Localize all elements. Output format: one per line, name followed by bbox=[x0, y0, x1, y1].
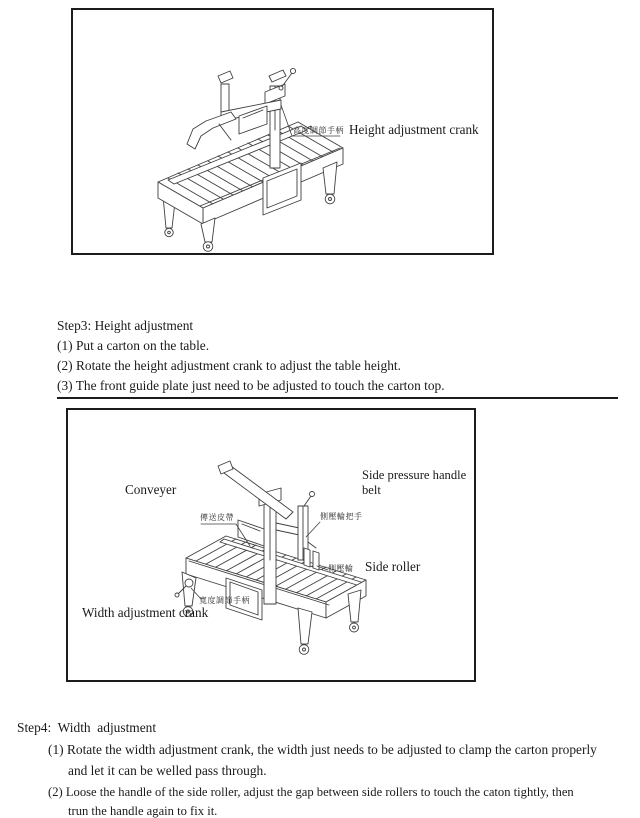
machine1-conveyor-bed bbox=[158, 122, 343, 224]
step3-item-1: (1) Put a carton on the table. bbox=[57, 338, 210, 353]
step3-item-3: (3) The front guide plate just need to be adjusted to touch the carton top. bbox=[57, 378, 445, 393]
step4-item-2-line-2: trun the handle again to fix it. bbox=[68, 804, 218, 818]
machine1-handle-lever bbox=[187, 112, 236, 149]
figure2-label-side-roller-zh: 側壓輪 bbox=[328, 564, 354, 573]
figure1-label-height-crank-zh: 高度調節手柄 bbox=[293, 126, 344, 135]
section-divider bbox=[57, 397, 618, 399]
step4-item-1-line-2: and let it can be welled pass through. bbox=[68, 763, 267, 778]
figure1-label-height-crank-en: Height adjustment crank bbox=[349, 122, 479, 137]
figure2-label-conveyer: Conveyer bbox=[125, 482, 177, 497]
step4-heading: Step4: Width adjustment bbox=[17, 720, 157, 735]
figure2-label-width-crank-zh: 寬度調節手柄 bbox=[199, 596, 250, 605]
figure2-label-belt-zh: 傳送皮帶 bbox=[200, 513, 234, 522]
figure2-frame bbox=[66, 408, 476, 682]
figure2-label-side-roller-en: Side roller bbox=[365, 559, 421, 574]
step4-item-1-line-1: (1) Rotate the width adjustment crank, the width just needs to be adjusted to clamp the carton properly bbox=[48, 742, 597, 757]
machine2-side-roller-2 bbox=[313, 551, 319, 570]
figure2-label-side-pressure-line2: belt bbox=[362, 483, 381, 497]
step4-item-2-line-1: (2) Loose the handle of the side roller, adjust the gap between side rollers to touch the caton tightly, then bbox=[48, 785, 574, 799]
machine2-side-roller-handle bbox=[304, 496, 311, 506]
step3-item-2: (2) Rotate the height adjustment crank to adjust the table height. bbox=[57, 358, 401, 373]
machine-illustration-width bbox=[68, 410, 474, 680]
machine2-handle-lever bbox=[218, 461, 293, 519]
step3-heading: Step3: Height adjustment bbox=[57, 318, 194, 333]
figure2-label-side-pressure-line1: Side pressure handle bbox=[362, 468, 467, 482]
figure2-label-side-roller-handle-zh: 側壓輪把手 bbox=[320, 512, 363, 521]
figure1-frame bbox=[71, 8, 494, 255]
machine2-side-roller-1 bbox=[304, 548, 310, 567]
figure2-label-width-crank-en: Width adjustment crank bbox=[82, 605, 209, 620]
